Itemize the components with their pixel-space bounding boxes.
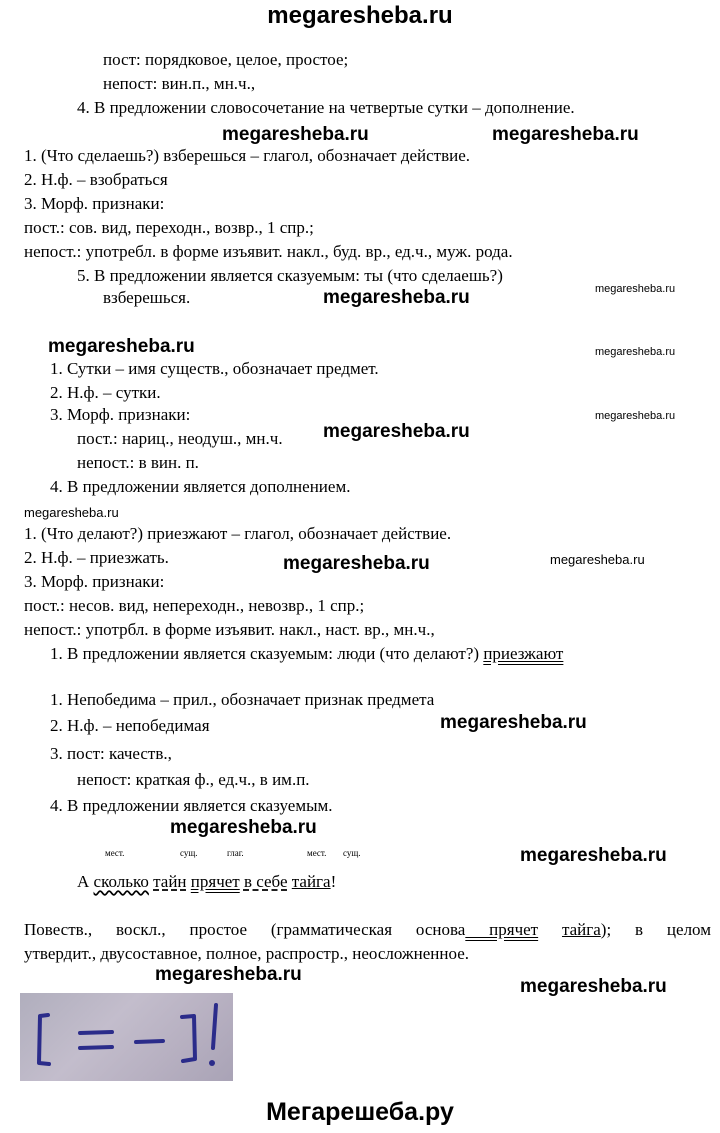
watermark: megaresheba.ru [440,712,587,733]
watermark: megaresheba.ru [492,124,639,145]
text-line: 4. В предложении словосочетание на четвертые сутки – дополнение. [77,98,575,117]
predicate-word: приезжают [483,644,564,663]
scheme-photo [20,993,233,1081]
watermark: megaresheba.ru [550,552,645,567]
punctuation: ! [330,872,337,891]
watermark: megaresheba.ru [48,336,195,357]
text-segment: 1. В предложении является сказуемым: люди (что делают?) [50,644,484,663]
watermark: megaresheba.ru [323,421,470,442]
text-line: 4. В предложении является дополнением. [50,477,351,496]
site-footer[interactable]: Мегарешеба.ру [266,1098,454,1126]
text-line: 4. В предложении является сказуемым. [50,796,333,815]
pos-label: мест. [307,848,327,858]
text-line: пост.: сов. вид, переходн., возвр., 1 спр.; [24,218,314,237]
text-line: непост.: употрбл. в форме изъявит. накл., наст. вр., мн.ч., [24,620,435,639]
watermark: megaresheba.ru [520,976,667,997]
watermark: megaresheba.ru [222,124,369,145]
text-line: непост: краткая ф., ед.ч., в им.п. [77,770,310,789]
space [538,920,562,939]
text-line: 3. пост: качеств., [50,744,172,763]
word-predicate: прячет [190,872,240,891]
text-line: пост.: несов. вид, непереходн., невозвр., 1 спр.; [24,596,365,615]
word-object: тайн [153,872,187,891]
text-line: непост: вин.п., мн.ч., [103,74,256,93]
text-segment: Повеств., воскл., простое (грамматическая основа [24,920,466,939]
text-line: 1. Сутки – имя существ., обозначает предмет. [50,359,379,378]
text-line: взберешься. [103,288,191,307]
word-predicate: прячет [465,920,539,939]
word: А [77,872,94,891]
watermark: megaresheba.ru [595,346,676,358]
text-line: 2. Н.ф. – приезжать. [24,548,169,567]
watermark: megaresheba.ru [283,553,430,574]
text-line: 1. (Что делают?) приезжают – глагол, обозначает действие. [24,524,452,543]
word-subject: тайга [291,872,331,891]
pos-label: сущ. [343,848,361,858]
watermark: megaresheba.ru [520,845,667,866]
watermark: megaresheba.ru [323,287,470,308]
watermark: megaresheba.ru [24,505,119,520]
word-subject: тайга [561,920,601,939]
summary-line [24,920,711,940]
pos-label: глаг. [227,848,244,858]
text-line: 2. Н.ф. – сутки. [50,383,161,402]
word-object: в себе [243,872,288,891]
watermark: megaresheba.ru [595,410,676,422]
handwritten-scheme-drawing [20,993,233,1081]
parsed-sentence [77,872,336,892]
text-line: непост.: употребл. в форме изъявит. накл., буд. вр., ед.ч., муж. рода. [24,242,513,261]
text-line: 3. Морф. признаки: [24,194,165,213]
site-header[interactable]: megaresheba.ru [267,2,453,29]
text-line: пост.: нариц., неодуш., мн.ч. [77,429,283,448]
text-line: 2. Н.ф. – взобраться [24,170,168,189]
text-line: 3. Морф. признаки: [50,405,191,424]
text-line: пост: порядковое, целое, простое; [103,50,349,69]
pos-label: мест. [105,848,125,858]
watermark: megaresheba.ru [155,964,302,985]
text-line: непост.: в вин. п. [77,453,199,472]
word-attribute: сколько [93,872,149,891]
text-line [50,644,563,664]
text-line: 2. Н.ф. – непобедимая [50,716,210,735]
text-line: 3. Морф. признаки: [24,572,165,591]
pos-label: сущ. [180,848,198,858]
text-line: 1. Непобедима – прил., обозначает признак предмета [50,690,435,709]
watermark: megaresheba.ru [595,283,676,295]
watermark: megaresheba.ru [170,817,317,838]
summary-line: утвердит., двусоставное, полное, распростр., неосложненное. [24,944,470,963]
text-segment: ); в целом [600,920,711,939]
text-line: 1. (Что сделаешь?) взберешься – глагол, обозначает действие. [24,146,471,165]
text-line: 5. В предложении является сказуемым: ты (что сделаешь?) [77,266,503,285]
